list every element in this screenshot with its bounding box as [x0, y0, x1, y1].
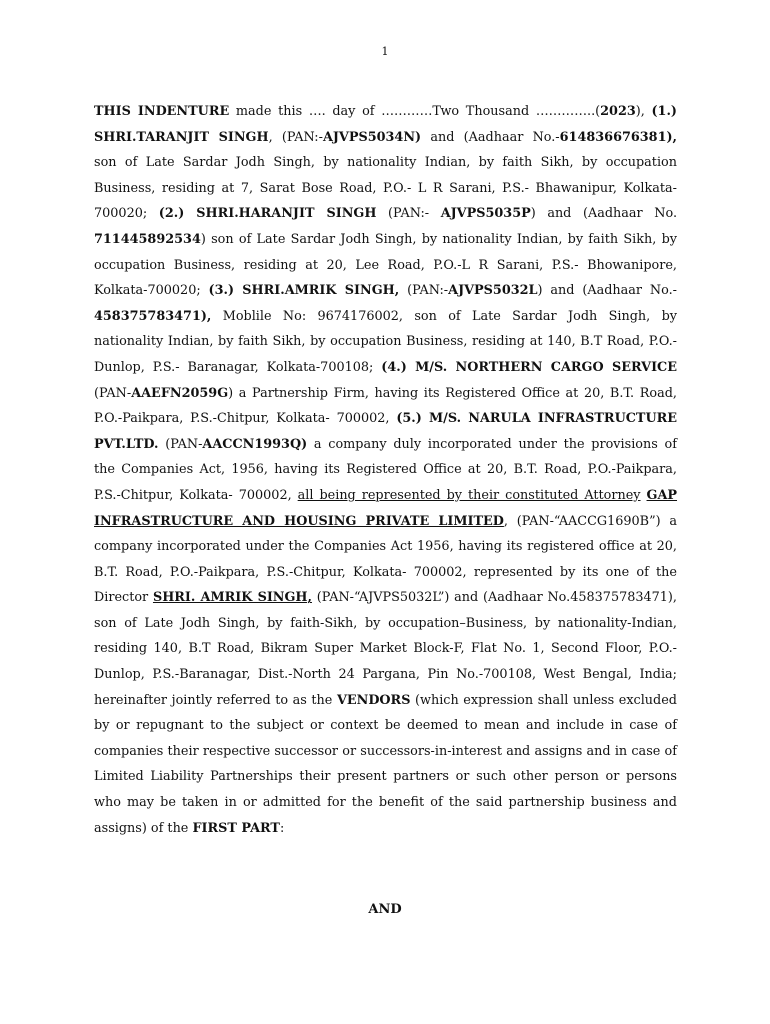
attorney-clause: all being represented by their constituted Attorney: [297, 487, 641, 503]
text-run: son of Late Sardar Jodh Singh, by nationality Indian, by faith Sikh, by occupation Business, residing at 7, Sarat Bose Road, P.O.- L R Sarani, P.S.- Bhawanipur, Kolkata-700020;: [94, 155, 677, 222]
text-run: and (Aadhaar No.-: [421, 129, 560, 145]
text-run: (PAN-: [94, 385, 132, 401]
text-run: , (PAN-“AACCG1690B”) a company incorporated under the Companies Act 1956, having its registered office at 20, B.T. Road, P.O.-Paikpara, P.S.-Chitpur, Kolkata- 700002, represented by its one of the Director: [94, 513, 677, 606]
party-2-name: (2.) SHRI.HARANJIT SINGH: [158, 206, 377, 222]
attorney-company-name: GAP INFRASTRUCTURE AND HOUSING PRIVATE LIMITED: [94, 487, 678, 529]
first-part-term: FIRST PART: [192, 820, 280, 836]
party-3-aadhaar: 458375783471),: [94, 308, 212, 324]
party-4-pan: AAEFN2059G: [131, 385, 229, 401]
page-number: 1: [381, 45, 389, 58]
text-run: ) a Partnership Firm, having its Registered Office at 20, B.T. Road, P.O.-Paikpara, P.S.-Chitpur, Kolkata- 700002,: [94, 385, 677, 427]
party-3-name: (3.) SHRI.AMRIK SINGH,: [208, 283, 400, 299]
director-name: SHRI. AMRIK SINGH,: [152, 590, 312, 606]
text-run: made this …. day of …………Two Thousand …………..(: [229, 104, 601, 119]
text-run: (which expression shall unless excluded by or repugnant to the subject or context be deemed to mean and include in case of companies their respective successor or successors-in-interest and assigns and in case of Limited Liability Partnerships their present partners or such other person or persons who may be taken in or admitted for the benefit of the said partnership business and assigns) of the: [94, 692, 677, 836]
party-1-pan: AJVPS5034N): [322, 129, 422, 145]
party-2-pan: AJVPS5035P: [440, 206, 531, 222]
indenture-paragraph: [94, 99, 677, 841]
text-run: ),: [635, 104, 652, 119]
party-3-pan: AJVPS5032L: [448, 283, 538, 299]
text-run: , (PAN:-: [268, 129, 323, 145]
text-run: Moblile No: 9674176002, son of Late Sardar Jodh Singh, by nationality Indian, by faith Sikh, by occupation Business, residing at 140, B.T Road, P.O.- Dunlop, P.S.- Baranagar, Kolkata-700108;: [94, 308, 677, 375]
text-run: (PAN-: [158, 436, 203, 452]
and-heading: AND: [368, 902, 402, 917]
text-run: (PAN:-: [399, 283, 449, 299]
party-4-name: (4.) M/S. NORTHERN CARGO SERVICE: [381, 359, 677, 375]
text-run: (PAN:-: [376, 206, 441, 222]
text-run: ) and (Aadhaar No.-: [537, 283, 677, 299]
indenture-title: THIS INDENTURE: [94, 104, 230, 119]
party-1-name: (1.) SHRI.TARANJIT SINGH: [94, 104, 677, 145]
party-2-aadhaar: 711445892534: [94, 231, 201, 247]
text-run: a company duly incorporated under the provisions of the Companies Act, 1956, having its Registered Office at 20, B.T. Road, P.O.-Paikpara, P.S.-Chitpur, Kolkata- 700002,: [94, 436, 677, 503]
text-run: ) and (Aadhaar No.: [530, 206, 678, 222]
text-run: ) son of Late Sardar Jodh Singh, by nationality Indian, by faith Sikh, by occupation Business, residing at 20, Lee Road, P.O.-L R Sarani, P.S.- Bhowanipore, Kolkata-700020;: [94, 231, 677, 299]
text-run: (PAN-“AJVPS5032L”) and (Aadhaar No.458375783471), son of Late Jodh Singh, by faith-Sikh, by occupation–Business, by nationality-Indian, residing 140, B.T Road, Bikram Super Market Block-F, Flat No. 1, Second Floor, P.O.-Dunlop, P.S.-Baranagar, Dist.-North 24 Pargana, Pin No.-700108, West Bengal, India; hereinafter jointly referred to as the: [94, 590, 677, 708]
year: 2023: [600, 104, 636, 119]
party-5-pan: AACCN1993Q): [202, 436, 308, 452]
party-5-name: (5.) M/S. NARULA INFRASTRUCTURE PVT.LTD.: [94, 411, 677, 452]
party-1-aadhaar: 614836676381),: [559, 129, 677, 145]
text-run: :: [279, 820, 285, 836]
vendors-term: VENDORS: [336, 692, 411, 708]
